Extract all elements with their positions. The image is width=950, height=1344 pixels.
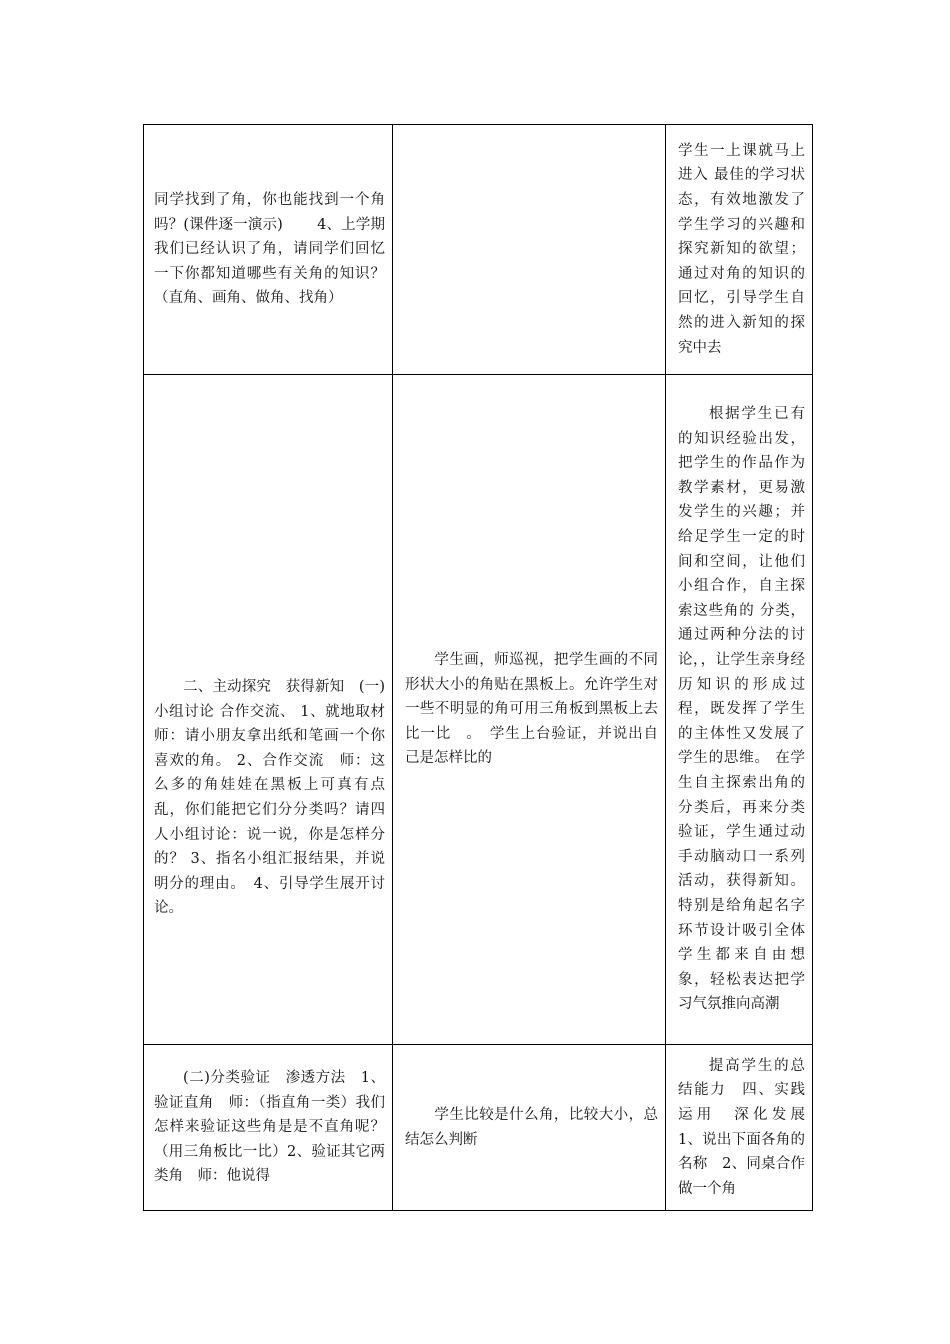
design-intent-cell: 根据学生已有的知识经验出发，把学生的作品作为教学素材，更易激发学生的兴趣；并给足学生一定的时间和空间，让他们小组合作，自主探索这些角的 分类，通过两种分法的讨论，，让学生亲身经历知识的形成过程，既发挥了学生的主体性又发展了学生的思维。 在学生自主探索出角的分类后，再来分类验证，学生通过动手动脑动口一系列活动，获得新知。特别是给角起名字环节设计吸引全体学生都来自由想象，轻松表达把学习气氛推向高潮 (666, 375, 813, 1045)
teacher-activity-cell: 同学找到了角，你也能找到一个角吗？(课件逐一演示) 4、上学期我们已经认识了角，请同学们回忆一下你都知道哪些有关角的知识？（直角、画角、做角、找角） (144, 125, 393, 375)
teacher-activity-cell: (二)分类验证 渗透方法 1、 验证直角 师：（指直角一类）我们怎样来验证这些角是是不直角呢？（用三角板比一比）2、验证其它两类角 师：他说得 (144, 1045, 393, 1211)
student-activity-cell: 学生画，师巡视，把学生画的不同形状大小的角贴在黑板上。允许学生对一些不明显的角可用三角板到黑板上去比一比 。 学生上台验证，并说出自己是怎样比的 (393, 375, 666, 1045)
design-intent-cell: 学生一上课就马上进入 最佳的学习状态，有效地激发了学生学习的兴趣和探究新知的欲望；通过对角的知识的回忆，引导学生自然的进入新知的探究中去 (666, 125, 813, 375)
lesson-plan-table (143, 124, 813, 1211)
table-row (144, 375, 813, 1045)
table-row (144, 1045, 813, 1211)
student-activity-cell (393, 125, 666, 375)
student-activity-cell: 学生比较是什么角，比较大小，总结怎么判断 (393, 1045, 666, 1211)
design-intent-cell: 提高学生的总结能力 四、实践运用 深化发展 1、说出下面各角的名称 2、同桌合作做一个角 (666, 1045, 813, 1211)
table-row (144, 125, 813, 375)
teacher-activity-cell: 二、主动探究 获得新知 (一) 小组讨论 合作交流、 1、就地取材 师：请小朋友拿出纸和笔画一个你喜欢的角。 2、合作交流 师：这么多的角娃娃在黑板上可真有点乱，你们能把它们分分类吗？请四人小组讨论：说一说，你是怎样分的？ 3、指名小组汇报结果，并说明分的理由。 4、引导学生展开讨论。 (144, 375, 393, 1045)
